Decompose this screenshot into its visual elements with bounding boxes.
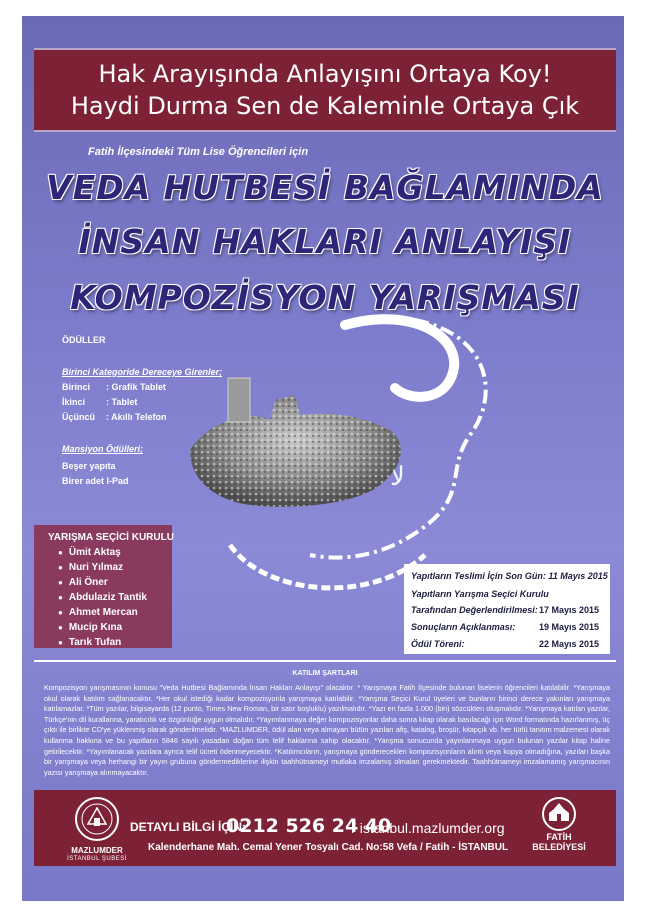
date-label: Tarafından Değerlendirilmesi: bbox=[411, 605, 538, 615]
date-label: Ödül Töreni: bbox=[411, 639, 465, 649]
svg-text:ﻻ: ﻻ bbox=[390, 462, 405, 492]
jury-member: ● Mucip Kına bbox=[58, 622, 122, 633]
mazlumder-logo-icon bbox=[74, 796, 120, 842]
prize-row bbox=[62, 412, 167, 422]
mention-item: Beşer yapıta bbox=[62, 461, 116, 471]
first-category-heading: Birinci Kategoride Dereceye Girenler; bbox=[62, 367, 223, 377]
mention-heading: Mansiyon Ödülleri; bbox=[62, 444, 144, 454]
prize-value: : Tablet bbox=[106, 397, 138, 407]
org-branch: İSTANBUL ŞUBESİ bbox=[67, 856, 127, 862]
slogan-line-1: Hak Arayışında Anlayışını Ortaya Koy! bbox=[98, 60, 552, 88]
date-value: 19 Mayıs 2015 bbox=[539, 622, 600, 632]
date-row bbox=[411, 571, 608, 581]
title-line-1: VEDA HUTBESİ BAĞLAMINDA bbox=[46, 168, 604, 207]
conditions-text: Kompozisyon yarışmasının konusu “Veda Hutbesi Bağlamında İnsan Hakları Anlayışı” olacaktır. * Yarışmaya Fatih İlçesinde bulunan liselerin öğrencileri katılabilir. *Yarışmaya okul olarak katılım sağlanacaktır. *Her okul istediği kadar kompozisyonla yarışmaya katılabilir. *Yarışma Seçici Kurul üyeleri ve bunların birinci derece yakınları yarışmaya katılamazlar. *Tüm yazılar, bilgisayarda (12 punto, Times New Roman, bir satır boşluklu) yazılmalıdır. *Yazı en fazla 1.000 (bin) sözcükten oluşmalıdır. *Yarışmaya katılan yazılar, Türkçe'nin dil kurallarına, yaratıcılık ve özgünlüğe uygun olmalıdır. *Yayımlanmaya değer kompozisyonlar daha sonra kitap olarak basılacağı için Word formatında hazırlanmış, üç çıktı ile birlikte CD'ye yüklenmiş olarak gönderilmelidir. *MAZLUMDER, ödül alan veya almayan bütün yazıları afiş, katalog, broşür, kitapçık vb. her türlü tanıtım malzemesi olarak kullanma hakkına ve bu yapıtların 5846 sayılı yasadan doğan tüm telif haklarına sahip olacaktır. *Yarışma sonucunda yayınlanmaya uygun bulunan yazılar kitap haline getirilecektir. *Yayımlanacak yazılara ayrıca telif ücreti ödenmeyecektir. *Katılımcıların, yarışmaya gönderecekleri kompozisyonların alıntı veya kopya olmadığına, yazıları başka bir yarışmaya veya herhangi bir yayın grubuna göndermediklerine ilişkin taahhütnameyi mutlaka imzalamış olmaları gerekmektedir. Taahhütnameyi imzalamamış yarışmacının yazısı yarışmaya alınmayacaktır. bbox=[44, 683, 610, 777]
prize-row bbox=[62, 382, 166, 392]
slogan-line-2: Haydi Durma Sen de Kaleminle Ortaya Çık bbox=[70, 92, 580, 120]
date-label: Sonuçların Açıklanması: bbox=[411, 622, 516, 632]
website-link[interactable]: / istanbul.mazlumder.org bbox=[352, 820, 505, 836]
prizes-heading: ÖDÜLLER bbox=[62, 335, 106, 345]
jury-member: ● Tarık Tufan bbox=[58, 637, 121, 648]
date-row bbox=[411, 605, 600, 615]
address: Kalenderhane Mah. Cemal Yener Tosyalı Cad. No:58 Vefa / Fatih - İSTANBUL bbox=[148, 842, 509, 853]
date-label: Yapıtların Teslimi İçin Son Gün: bbox=[411, 571, 546, 581]
target-audience: Fatih İlçesindeki Tüm Lise Öğrencileri için bbox=[88, 146, 309, 158]
date-value: 11 Mayıs 2015 bbox=[548, 571, 608, 581]
conditions-heading: KATILIM ŞARTLARI bbox=[292, 670, 358, 677]
prize-rank: Üçüncü bbox=[62, 412, 96, 422]
prize-row bbox=[62, 397, 137, 407]
mention-item: Birer adet I-Pad bbox=[62, 476, 129, 486]
jury-member: ● Nuri Yılmaz bbox=[58, 562, 123, 573]
date-row bbox=[411, 589, 549, 599]
date-label: Yapıtların Yarışma Seçici Kurulu bbox=[411, 589, 549, 599]
title-line-3: KOMPOZİSYON YARIŞMASI bbox=[70, 278, 580, 317]
jury-member: ● Ümit Aktaş bbox=[58, 547, 121, 558]
prize-rank: Birinci bbox=[62, 382, 91, 392]
date-row bbox=[411, 622, 600, 632]
date-value: 17 Mayıs 2015 bbox=[539, 605, 600, 615]
prize-rank: İkinci bbox=[62, 397, 86, 407]
info-label: DETAYLI BİLGİ İÇİN: bbox=[130, 820, 247, 834]
prize-value: : Grafik Tablet bbox=[106, 382, 166, 392]
phone-number: 0212 526 24 40 bbox=[226, 815, 392, 837]
jury-member: ● Ali Öner bbox=[58, 577, 108, 588]
org-name: MAZLUMDER bbox=[71, 846, 123, 855]
prize-value: : Akıllı Telefon bbox=[106, 412, 167, 422]
divider bbox=[34, 660, 616, 662]
jury-member: ● Ahmet Mercan bbox=[58, 607, 138, 618]
jury-heading: YARIŞMA SEÇİCİ KURULU bbox=[48, 532, 174, 543]
jury-member: ● Abdulaziz Tantik bbox=[58, 592, 147, 603]
municipality-name: FATİH BELEDİYESİ bbox=[532, 832, 586, 852]
date-row bbox=[411, 639, 600, 649]
fatih-municipality-logo-icon bbox=[541, 797, 577, 831]
date-value: 22 Mayıs 2015 bbox=[539, 639, 600, 649]
title-line-2: İNSAN HAKLARI ANLAYIŞI bbox=[78, 222, 572, 261]
slogan-banner bbox=[34, 48, 616, 132]
